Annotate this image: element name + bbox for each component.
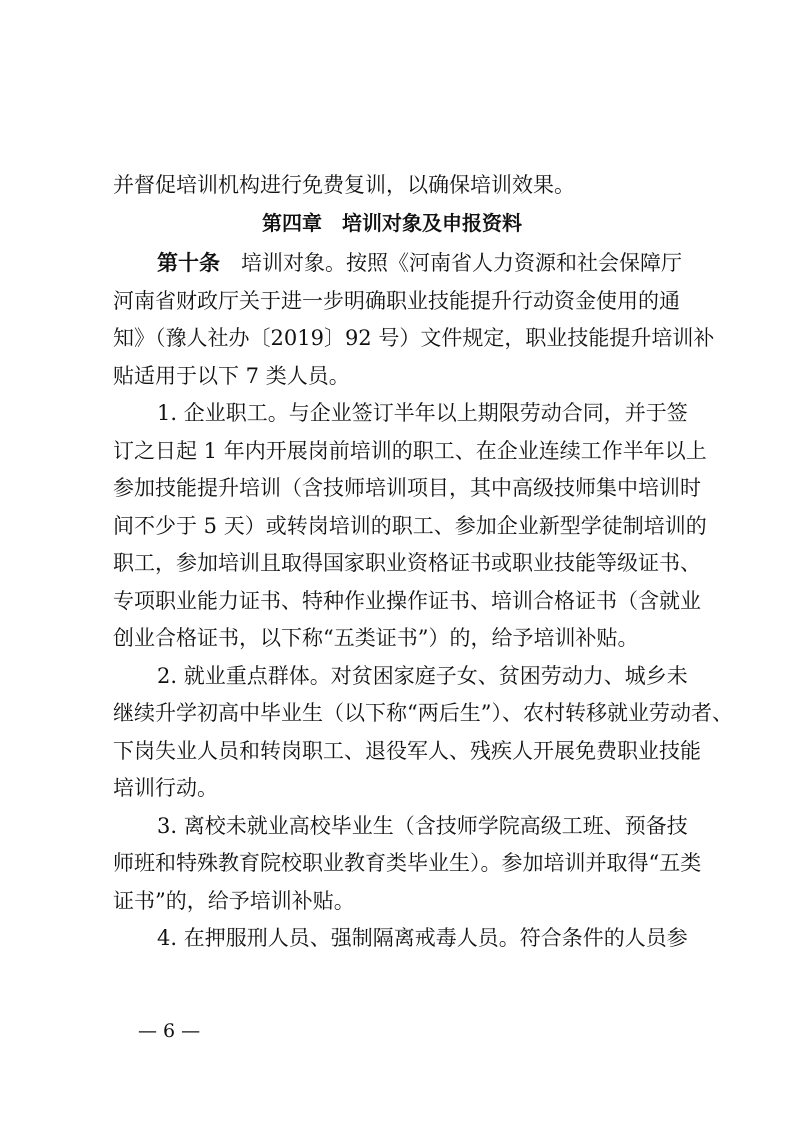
paragraph-line: 下岗失业人员和转岗职工、退役军人、残疾人开展免费职业技能: [113, 739, 701, 763]
paragraph-line: 证书”的，给予培训补贴。: [113, 889, 355, 913]
list-item-1-line: 1. 企业职工。与企业签订半年以上期限劳动合同，并于签: [157, 401, 688, 425]
page-number: — 6 —: [138, 1020, 201, 1042]
paragraph-line: 师班和特殊教育院校职业教育类毕业生）。参加培训并取得“五类: [113, 851, 702, 875]
paragraph-line: 职工，参加培训且取得国家职业资格证书或职业技能等级证书、: [113, 551, 701, 575]
chapter-title: 第四章 培训对象及申报资料: [262, 211, 522, 235]
list-item-4-line: 4. 在押服刑人员、强制隔离戒毒人员。符合条件的人员参: [157, 926, 688, 950]
paragraph-line: 创业合格证书，以下称“五类证书”）的，给予培训补贴。: [113, 626, 639, 650]
paragraph-line: 并督促培训机构进行免费复训，以确保培训效果。: [113, 173, 575, 197]
article-heading: 第十条: [157, 251, 220, 275]
paragraph-line: 参加技能提升培训（含技师培训项目，其中高级技师集中培训时: [113, 476, 701, 500]
article-text: 培训对象。按照《河南省人力资源和社会保障厅: [220, 251, 682, 275]
paragraph-line: 河南省财政厅关于进一步明确职业技能提升行动资金使用的通: [113, 289, 680, 313]
list-item-3-line: 3. 离校未就业高校毕业生（含技师学院高级工班、预备技: [157, 814, 688, 838]
paragraph-line: 继续升学初高中毕业生（以下称“两后生”）、农村转移就业劳动者、: [113, 701, 733, 725]
article-ten-line: [157, 253, 682, 274]
paragraph-line: 专项职业能力证书、特种作业操作证书、培训合格证书（含就业: [113, 589, 701, 613]
paragraph-line: 订之日起 1 年内开展岗前培训的职工、在企业连续工作半年以上: [113, 439, 707, 463]
paragraph-line: 培训行动。: [113, 776, 218, 800]
paragraph-line: 知》（豫人社办〔2019〕92 号）文件规定，职业技能提升培训补: [113, 326, 715, 350]
paragraph-line: 间不少于 5 天）或转岗培训的职工、参加企业新型学徒制培训的: [113, 514, 707, 538]
paragraph-line: 贴适用于以下 7 类人员。: [113, 364, 350, 388]
list-item-2-line: 2. 就业重点群体。对贫困家庭子女、贫困劳动力、城乡未: [157, 664, 688, 688]
